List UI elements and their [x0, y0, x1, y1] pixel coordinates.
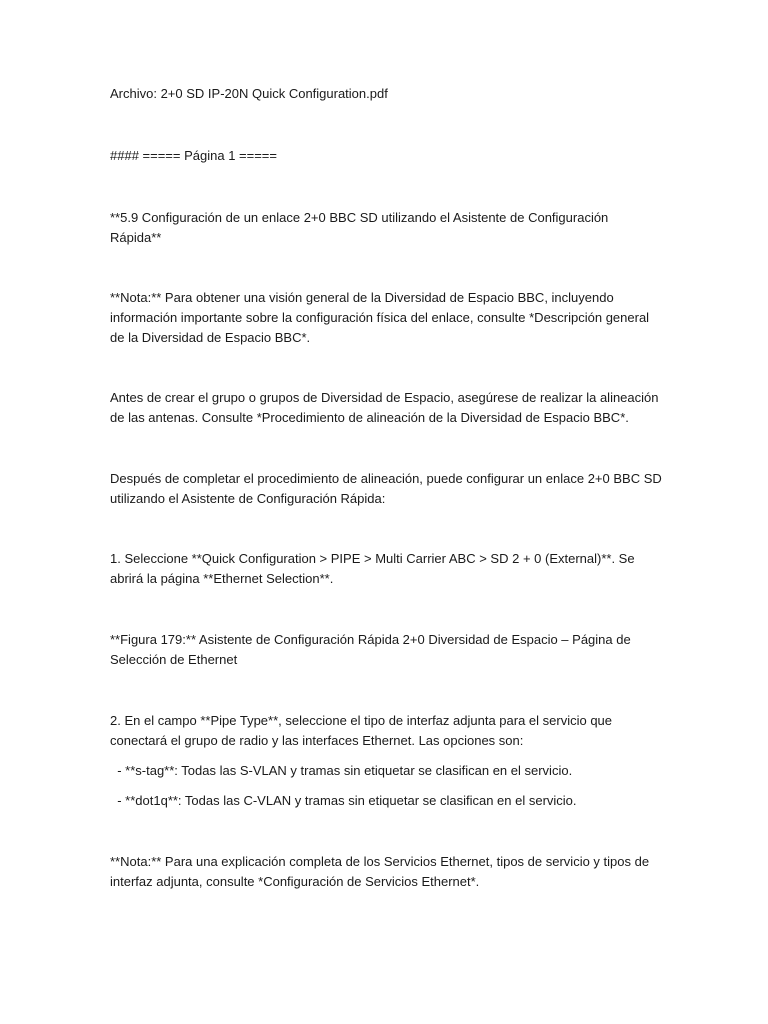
para1-line-2: de las antenas. Consulte *Procedimiento de alineación de la Diversidad de Espacio BBC*. — [110, 410, 629, 425]
file-name-line: Archivo: 2+0 SD IP-20N Quick Configuration.pdf — [110, 86, 388, 101]
page-header: #### ===== Página 1 ===== — [110, 148, 277, 163]
section-title-line-1: **5.9 Configuración de un enlace 2+0 BBC SD utilizando el Asistente de Configuración — [110, 210, 609, 225]
step1-line-2: abrirá la página **Ethernet Selection**. — [110, 571, 334, 586]
note2-line-1: **Nota:** Para una explicación completa de los Servicios Ethernet, tipos de servicio y tipos de — [110, 854, 650, 869]
figure-caption-line-2: Selección de Ethernet — [110, 652, 238, 667]
option-dot1q: - **dot1q**: Todas las C-VLAN y tramas sin etiquetar se clasifican en el servicio. — [110, 793, 577, 808]
step2-line-1: 2. En el campo **Pipe Type**, seleccione el tipo de interfaz adjunta para el servicio que — [110, 713, 613, 728]
note1-line-1: **Nota:** Para obtener una visión general de la Diversidad de Espacio BBC, incluyendo — [110, 290, 614, 305]
note1-line-3: de la Diversidad de Espacio BBC*. — [110, 330, 311, 345]
section-title-line-2: Rápida** — [110, 230, 162, 245]
para1-line-1: Antes de crear el grupo o grupos de Diversidad de Espacio, asegúrese de realizar la alineación — [110, 390, 659, 405]
step2-line-2: conectará el grupo de radio y las interfaces Ethernet. Las opciones son: — [110, 733, 524, 748]
figure-caption-line-1: **Figura 179:** Asistente de Configuración Rápida 2+0 Diversidad de Espacio – Página de — [110, 632, 631, 647]
option-stag: - **s-tag**: Todas las S-VLAN y tramas sin etiquetar se clasifican en el servicio. — [110, 763, 573, 778]
para2-line-1: Después de completar el procedimiento de alineación, puede configurar un enlace 2+0 BBC SD — [110, 471, 662, 486]
para2-line-2: utilizando el Asistente de Configuración Rápida: — [110, 491, 386, 506]
note1-line-2: información importante sobre la configuración física del enlace, consulte *Descripción general — [110, 310, 650, 325]
note2-line-2: interfaz adjunta, consulte *Configuración de Servicios Ethernet*. — [110, 874, 480, 889]
step1-line-1: 1. Seleccione **Quick Configuration > PIPE > Multi Carrier ABC > SD 2 + 0 (External)**. Se — [110, 551, 635, 566]
